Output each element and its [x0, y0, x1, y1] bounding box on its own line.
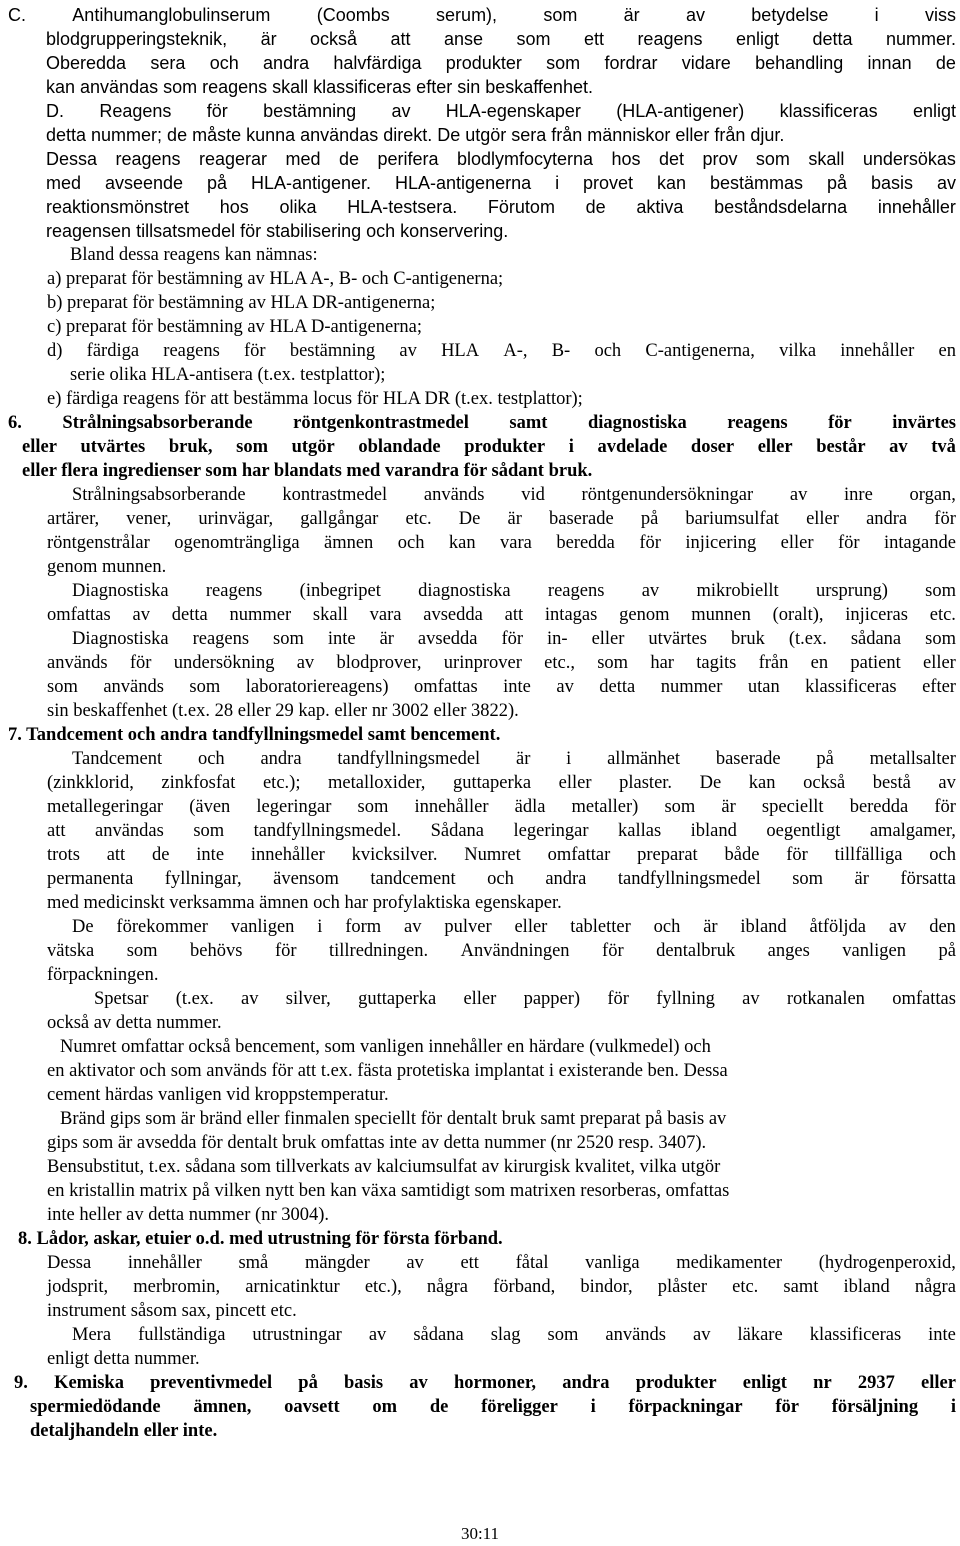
- text-line: en kristallin matrix på vilken nytt ben kan växa samtidigt som matrixen resorberas, omfattas: [47, 1181, 730, 1201]
- text-line: Strålningsabsorberande kontrastmedel används vid röntgenundersökningar av inre organ,: [72, 485, 956, 505]
- text-line: 6. Strålningsabsorberande röntgenkontrastmedel samt diagnostiska reagens för invärtes: [8, 413, 956, 433]
- text-line: med avseende på HLA-antigener. HLA-antigenerna i provet kan bestämmas på basis av: [46, 173, 956, 193]
- text-line: Tandcement och andra tandfyllningsmedel är i allmänhet baserade på metallsalter: [72, 749, 956, 769]
- text-line: d) färdiga reagens för bestämning av HLA A-, B- och C-antigenerna, vilka innehåller en: [47, 341, 956, 361]
- text-line: kan användas som reagens skall klassificeras efter sin beskaffenhet.: [46, 77, 593, 97]
- text-line: används för undersökning av blodprover, urinprover etc., som har tagits från en patient eller: [47, 653, 956, 673]
- text-line: omfattas av detta nummer skall vara avsedda att intagas genom munnen (oralt), injiceras etc.: [47, 605, 956, 625]
- text-line: permanenta fyllningar, ävensom tandcement och andra tandfyllningsmedel som är försatta: [47, 869, 956, 889]
- text-line: 9. Kemiska preventivmedel på basis av hormoner, andra produkter enligt nr 2937 eller: [14, 1373, 956, 1393]
- text-line: Bland dessa reagens kan nämnas:: [70, 245, 318, 265]
- text-line: c) preparat för bestämning av HLA D-antigenerna;: [47, 317, 422, 337]
- text-line: serie olika HLA-antisera (t.ex. testplattor);: [70, 365, 386, 385]
- text-line: Numret omfattar också bencement, som vanligen innehåller en härdare (vulkmedel) och: [60, 1037, 711, 1057]
- text-line: e) färdiga reagens för att bestämma locus för HLA DR (t.ex. testplattor);: [47, 389, 583, 409]
- text-line: (zinkklorid, zinkfosfat etc.); metalloxider, guttaperka eller plaster. De kan också bestå av: [47, 773, 956, 793]
- text-line: en aktivator och som används för att t.ex. fästa protetiska implantat i existerande ben. Dessa: [47, 1061, 728, 1081]
- text-line: Bensubstitut, t.ex. sådana som tillverkats av kalciumsulfat av kirurgisk kvalitet, vilka utgör: [47, 1157, 721, 1177]
- text-line: instrument såsom sax, pincett etc.: [47, 1301, 297, 1321]
- text-line: cement härdas vanligen vid kroppstemperatur.: [47, 1085, 389, 1105]
- text-line: gips som är avsedda för dentalt bruk omfattas inte av detta nummer (nr 2520 resp. 3407).: [47, 1133, 707, 1153]
- text-line: detaljhandeln eller inte.: [30, 1421, 218, 1441]
- text-line: förpackningen.: [47, 965, 159, 985]
- text-line: eller flera ingredienser som har blandats med varandra för sådant bruk.: [22, 461, 593, 481]
- text-line: eller utvärtes bruk, som utgör oblandade produkter i avdelade doser eller består av två: [22, 437, 956, 457]
- text-line: De förekommer vanligen i form av pulver eller tabletter och är ibland åtföljda av den: [72, 917, 956, 937]
- text-line: C. Antihumanglobulinserum (Coombs serum), som är av betydelse i viss: [8, 5, 956, 25]
- page-number: 30:11: [460, 1524, 500, 1543]
- text-line: reagensen tillsatsmedel för stabilisering och konservering.: [46, 221, 509, 241]
- text-line: vätska som behövs för tillredningen. Användningen för dentalbruk anges vanligen på: [47, 941, 956, 961]
- text-line: trots att de inte innehåller kvicksilver. Numret omfattar preparat både för tillfälliga och: [47, 845, 956, 865]
- text-line: Bränd gips som är bränd eller finmalen speciellt för dentalt bruk samt preparat på basis av: [60, 1109, 727, 1129]
- text-line: att användas som tandfyllningsmedel. Sådana legeringar kallas ibland oegentligt amalgamer,: [47, 821, 956, 841]
- text-line: Diagnostiska reagens som inte är avsedda för in- eller utvärtes bruk (t.ex. sådana som: [72, 629, 956, 649]
- text-line: genom munnen.: [47, 557, 167, 577]
- text-line: 8. Lådor, askar, etuier o.d. med utrustning för första förband.: [18, 1229, 503, 1249]
- text-line: Dessa reagens reagerar med de perifera blodlymfocyterna hos det prov som skall undersökas: [46, 149, 956, 169]
- text-line: också av detta nummer.: [47, 1013, 222, 1033]
- text-line: blodgrupperingsteknik, är också att anse som ett reagens enligt detta nummer.: [46, 29, 956, 49]
- text-line: Oberedda sera och andra halvfärdiga produkter som fordrar vidare behandling innan de: [46, 53, 956, 73]
- text-line: D. Reagens för bestämning av HLA-egenskaper (HLA-antigener) klassificeras enligt: [46, 101, 956, 121]
- text-line: reaktionsmönstret hos olika HLA-testsera. Förutom de aktiva beståndsdelarna innehåller: [46, 197, 956, 217]
- text-line: som används som laboratoriereagens) omfattas inte av detta nummer utan klassificeras efter: [47, 677, 956, 697]
- text-line: sin beskaffenhet (t.ex. 28 eller 29 kap. eller nr 3002 eller 3822).: [47, 701, 519, 721]
- text-line: spermiedödande ämnen, oavsett om de föreligger i förpackningar för försäljning i: [30, 1397, 956, 1417]
- text-line: 7. Tandcement och andra tandfyllningsmedel samt bencement.: [8, 725, 501, 745]
- text-line: Dessa innehåller små mängder av ett fåtal vanliga medikamenter (hydrogenperoxid,: [47, 1253, 956, 1273]
- text-line: Mera fullständiga utrustningar av sådana slag som används av läkare klassificeras inte: [72, 1325, 956, 1345]
- text-line: Diagnostiska reagens (inbegripet diagnostiska reagens av mikrobiellt ursprung) som: [72, 581, 956, 601]
- text-line: inte heller av detta nummer (nr 3004).: [47, 1205, 330, 1225]
- text-line: Spetsar (t.ex. av silver, guttaperka eller papper) för fyllning av rotkanalen omfattas: [94, 989, 956, 1009]
- text-line: metallegeringar (även legeringar som innehåller ädla metaller) som är speciellt beredda för: [47, 797, 956, 817]
- text-line: a) preparat för bestämning av HLA A-, B- och C-antigenerna;: [47, 269, 504, 289]
- text-line: artärer, vener, urinvägar, gallgångar etc. De är baserade på bariumsulfat eller andra för: [47, 509, 956, 529]
- text-line: enligt detta nummer.: [47, 1349, 200, 1369]
- text-line: b) preparat för bestämning av HLA DR-antigenerna;: [47, 293, 436, 313]
- text-line: med medicinskt verksamma ämnen och har profylaktiska egenskaper.: [47, 893, 562, 913]
- text-line: röntgenstrålar ogenomträngliga ämnen och kan vara beredda för injicering eller för intagande: [47, 533, 956, 553]
- text-line: detta nummer; de måste kunna användas direkt. De utgör sera från människor eller från djur.: [46, 125, 785, 145]
- text-line: jodsprit, merbromin, arnicatinktur etc.), några förband, bindor, plåster etc. samt ibland några: [47, 1277, 956, 1297]
